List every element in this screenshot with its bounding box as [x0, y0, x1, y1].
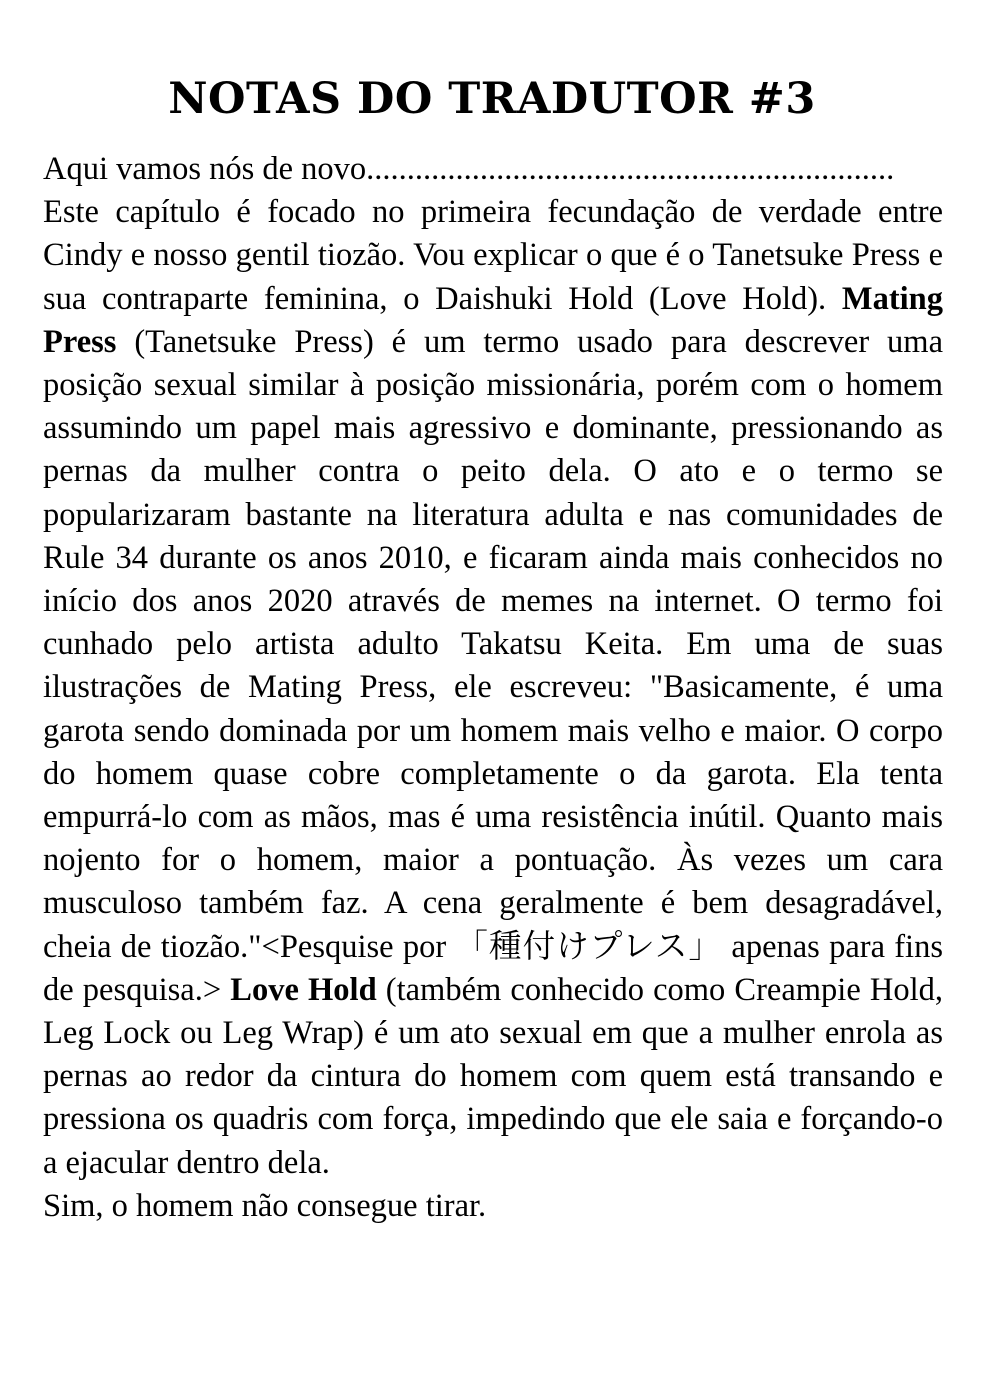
term-love-hold: Love Hold — [230, 971, 377, 1008]
notes-paragraph — [43, 191, 943, 1185]
paragraph-text-2: (Tanetsuke Press) é um termo usado para descrever uma posição sexual similar à posição missionária, porém com o homem assumindo um papel mais agressivo e dominante, pressionando as pernas da mulher contra o peito dela. O ato e o termo se popularizaram bastante na literatura adulta e nas comunidades de Rule 34 durante os anos 2010, e ficaram ainda mais conhecidos no início dos anos 2020 através de memes na internet. O termo foi cunhado pelo artista adulto Takatsu Keita. Em uma de suas ilustrações de Mating Press, ele escreveu: "Basicamente, é uma garota sendo dominada por um homem mais velho e maior. O corpo do homem quase cobre completamente o da garota. Ela tenta empurrá-lo com as mãos, mas é uma resistência inútil. Quanto mais nojento for o homem, maior a pontuação. Às vezes um cara musculoso também faz. A cena geralmente é bem desagradável, cheia de tiozão."<Pesquise por 「種付けプレス」 apenas para fins de pesquisa.> — [43, 323, 943, 1008]
term-mating-press: Mating Press — [43, 280, 943, 360]
closing-line: Sim, o homem não consegue tirar. — [43, 1187, 487, 1224]
notes-body — [43, 148, 943, 1228]
paragraph-text-3: (também conhecido como Creampie Hold, Leg Lock ou Leg Wrap) é um ato sexual em que a mulher enrola as pernas ao redor da cintura do homem com quem está transando e pressiona os quadris com força, impedindo que ele saia e forçando-o a ejacular dentro dela. — [43, 971, 943, 1181]
intro-line: Aqui vamos nós de novo................................................................. — [43, 151, 895, 187]
paragraph-text-1: Este capítulo é focado no primeira fecundação de verdade entre Cindy e nosso gentil tiozão. Vou explicar o que é o Tanetsuke Press e sua contraparte feminina, o Daishuki Hold (Love Hold). — [43, 194, 943, 317]
page-title: NOTAS DO TRADUTOR #3 — [168, 74, 816, 124]
